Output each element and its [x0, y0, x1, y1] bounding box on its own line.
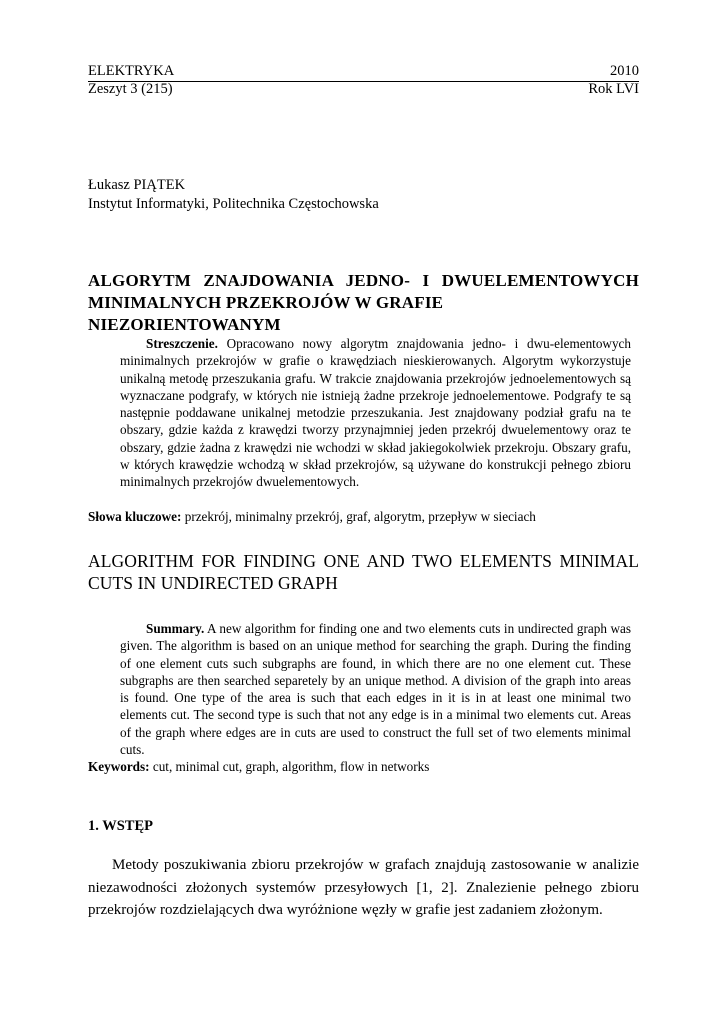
issue-line — [88, 81, 639, 98]
author-block — [88, 176, 379, 214]
abstract-english-label: Summary. — [146, 621, 205, 636]
title-polish-line1: ALGORYTM ZNAJDOWANIA JEDNO- I DWUELEMENTOWYCH — [88, 271, 639, 290]
title-english — [88, 550, 639, 594]
author-name: Łukasz PIĄTEK — [88, 177, 186, 193]
keywords-polish-label: Słowa kluczowe: — [88, 509, 182, 524]
abstract-english — [120, 620, 631, 758]
author-affiliation: Instytut Informatyki, Politechnika Częstochowska — [88, 196, 379, 212]
keywords-english — [88, 758, 648, 775]
abstract-polish — [120, 335, 631, 491]
journal-name: ELEKTRYKA — [88, 63, 175, 79]
title-polish — [88, 270, 639, 336]
section-heading: 1. WSTĘP — [88, 818, 154, 834]
keywords-english-text: cut, minimal cut, graph, algorithm, flow in networks — [149, 759, 430, 774]
title-english-line1: ALGORITHM FOR FINDING ONE AND TWO ELEMENTS MINIMAL — [88, 551, 639, 571]
abstract-polish-label: Streszczenie. — [146, 336, 218, 351]
keywords-polish — [88, 508, 648, 525]
keywords-polish-text: przekrój, minimalny przekrój, graf, algorytm, przepływ w sieciach — [181, 509, 536, 524]
abstract-english-text: A new algorithm for finding one and two elements cuts in undirected graph was given. The algorithm is based on an unique method for searching the graph. During the finding of one element cuts such subgraphs are found, in which there are no one element cut. These subgraphs are then searched separetely by an unique method. A division of the graph into areas is found. One type of the area is such that each edges in it is in at least one minimal two elements cut. The second type is such that not any edge is in a minimal two elements cut. Areas of the graph where edges are in cuts are used to construct the full set of two elements minimal cuts. — [120, 621, 631, 758]
publication-year: 2010 — [610, 63, 639, 79]
running-header — [88, 63, 639, 82]
title-polish-line2: MINIMALNYCH PRZEKROJÓW W GRAFIE NIEZORIENTOWANYM — [88, 293, 444, 334]
body-text — [88, 854, 639, 922]
abstract-polish-text: Opracowano nowy algorytm znajdowania jedno- i dwu-elementowych minimalnych przekrojów w grafie o krawędziach nieskierowanych. Algorytm wykorzystuje unikalną metodę przeszukania grafu. W trakcie znajdowania przekrojów jednoelementowych są wyznaczane podgrafy, w których nie istnieją żadne przekroje jednoelementowe. Podgrafy te są następnie poddawane unikalnej metodzie przeszukania. Jest znajdowany podział grafu na te obszary, gdzie każda z krawędzi tworzy przynajmniej jeden przekrój dwuelementowy oraz te obszary, gdzie żadna z krawędzi nie wchodzi w skład jakiegokolwiek przekroju. Obszary grafu, w których krawędzie wchodzą w skład przekrojów, są używane do konstrukcji pełnego zbioru minimalnych przekrojów dwuelementowych. — [120, 336, 631, 490]
abstract-english-paragraph — [120, 620, 631, 758]
volume-number: Rok LVI — [588, 81, 639, 97]
issue-number: Zeszyt 3 (215) — [88, 81, 173, 97]
keywords-english-label: Keywords: — [88, 759, 150, 774]
body-paragraph: Metody poszukiwania zbioru przekrojów w grafach znajdują zastosowanie w analizie niezawodności złożonych systemów przesyłowych [1, 2]. Znalezienie pełnego zbioru przekrojów rozdzielających dwa wyróżnione węzły w grafie jest zadaniem złożonym. — [88, 857, 639, 919]
title-english-line2: CUTS IN UNDIRECTED GRAPH — [88, 573, 338, 593]
abstract-polish-paragraph — [120, 335, 631, 491]
